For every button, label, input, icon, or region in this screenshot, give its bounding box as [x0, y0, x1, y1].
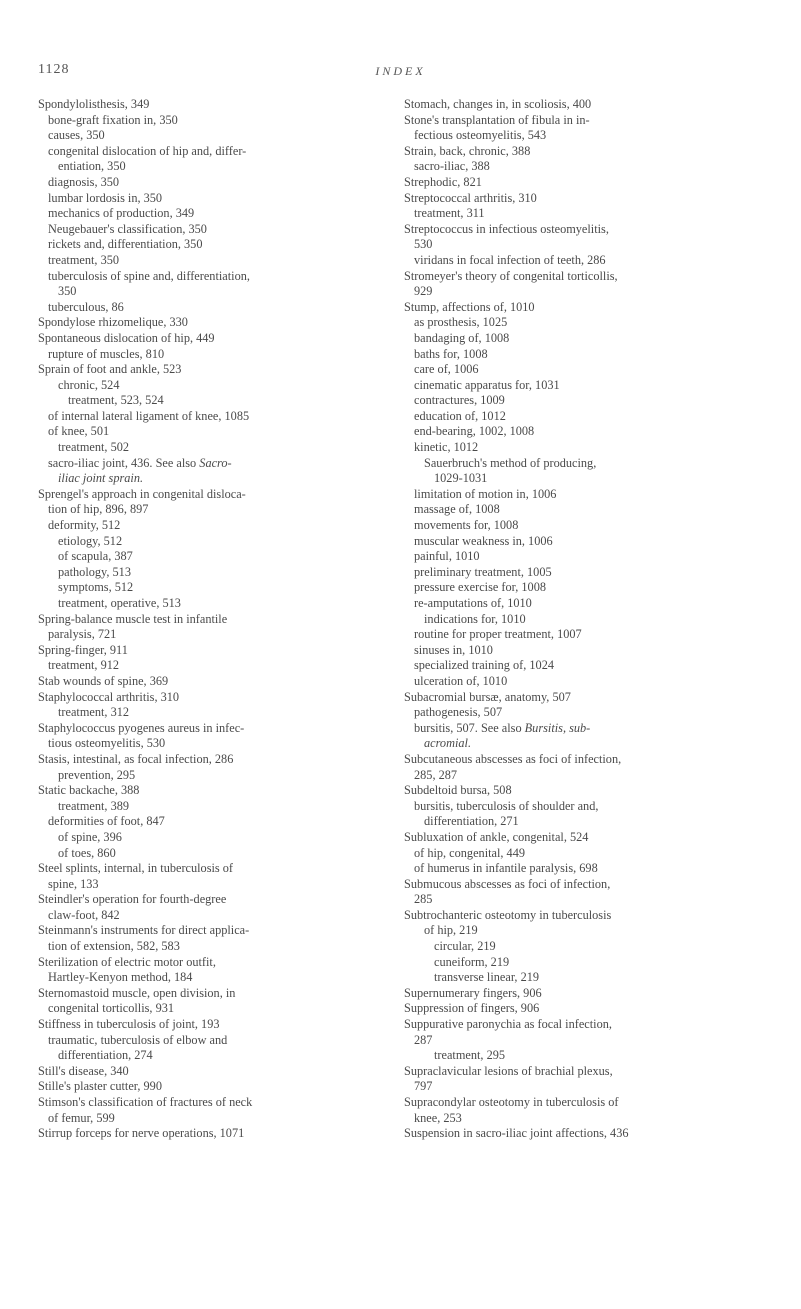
index-entry-text: Stab wounds of spine, 369: [38, 673, 169, 688]
index-entry-text: tious osteomyelitis, 530: [48, 736, 166, 751]
index-entry: [38, 191, 381, 207]
index-entry-text: causes, 350: [48, 128, 105, 143]
index-entry: [404, 1095, 756, 1111]
index-entry-text: 350: [58, 284, 77, 299]
index-entry: [38, 222, 381, 238]
index-entry-text: Static backache, 388: [38, 783, 140, 798]
index-entry: [404, 159, 756, 175]
index-entry-text: circular, 219: [434, 939, 496, 954]
index-entry: [38, 939, 381, 955]
index-entry-text: Suppurative paronychia as focal infection,: [404, 1017, 612, 1032]
index-entry: [404, 690, 756, 706]
index-entry-text: Stump, affections of, 1010: [404, 299, 535, 314]
index-entry: [38, 331, 381, 347]
index-entry: [404, 643, 756, 659]
index-entry-text: routine for proper treatment, 1007: [414, 627, 582, 642]
index-entry-text: treatment, 502: [58, 440, 130, 455]
index-entry-text: Streptococcal arthritis, 310: [404, 190, 537, 205]
index-entry: [404, 440, 756, 456]
index-entry-text: end-bearing, 1002, 1008: [414, 424, 535, 439]
index-entry: [38, 284, 381, 300]
index-entry: [404, 331, 756, 347]
index-entry: [38, 846, 381, 862]
index-entry-text: claw-foot, 842: [48, 907, 120, 922]
index-entry: [38, 752, 381, 768]
index-entry: [38, 518, 381, 534]
index-entry: [404, 783, 756, 799]
index-entry-text: differentiation, 271: [424, 814, 519, 829]
index-entry-text: diagnosis, 350: [48, 174, 120, 189]
index-entry: [404, 1064, 756, 1080]
index-entry-text: treatment, 523, 524: [68, 393, 164, 408]
index-entry-text: of hip, congenital, 449: [414, 845, 525, 860]
index-entry: [404, 1033, 756, 1049]
index-entry: [38, 596, 381, 612]
index-entry: [404, 253, 756, 269]
index-entry-text: movements for, 1008: [414, 518, 519, 533]
index-entry-text: Spring-finger, 911: [38, 642, 128, 657]
index-entry-text: Subtrochanteric osteotomy in tuberculosis: [404, 907, 612, 922]
index-entry: [38, 643, 381, 659]
index-entry-text: tion of extension, 582, 583: [48, 939, 180, 954]
index-entry: [404, 596, 756, 612]
index-entry-text: pathology, 513: [58, 564, 131, 579]
index-entry: [404, 892, 756, 908]
index-entry: [404, 955, 756, 971]
index-entry-text: Sauerbruch's method of producing,: [424, 455, 597, 470]
index-entry-text: baths for, 1008: [414, 346, 488, 361]
index-entry-text: Strain, back, chronic, 388: [404, 143, 531, 158]
index-entry: [38, 861, 381, 877]
index-entry-text: entiation, 350: [58, 159, 126, 174]
index-entry-text: Sternomastoid muscle, open division, in: [38, 985, 236, 1000]
index-entry: [404, 861, 756, 877]
index-entry: [38, 955, 381, 971]
index-entry-text: symptoms, 512: [58, 580, 134, 595]
index-entry-text: Sprengel's approach in congenital disloca-: [38, 486, 246, 501]
index-entry-text: pathogenesis, 507: [414, 705, 503, 720]
index-entry: [38, 549, 381, 565]
index-entry: [404, 799, 756, 815]
index-entry-text: treatment, operative, 513: [58, 596, 181, 610]
index-entry: [404, 565, 756, 581]
index-entry: [404, 347, 756, 363]
index-entry: [38, 705, 381, 721]
running-head: INDEX: [375, 64, 426, 78]
index-entry-text: spine, 133: [48, 876, 99, 891]
index-entry: [38, 565, 381, 581]
index-entry-text: sacro-iliac, 388: [414, 159, 490, 174]
index-entry: [38, 175, 381, 191]
index-entry: [38, 1095, 381, 1111]
index-entry-text: 285: [414, 892, 433, 907]
index-entry-text: Submucous abscesses as foci of infection,: [404, 876, 611, 891]
index-entry: [38, 315, 381, 331]
index-entry: [404, 502, 756, 518]
index-entry-text: of femur, 599: [48, 1110, 115, 1125]
index-entry: [404, 518, 756, 534]
index-entry-text: deformities of foot, 847: [48, 814, 165, 829]
index-entry: [38, 1111, 381, 1127]
index-entry-text: Steindler's operation for fourth-degree: [38, 892, 227, 907]
index-entry: [38, 206, 381, 222]
index-column-right: [404, 97, 756, 1142]
index-entry-text: Strephodic, 821: [404, 174, 482, 189]
index-entry: [38, 768, 381, 784]
index-entry-text: cinematic apparatus for, 1031: [414, 377, 560, 392]
index-entry-text: ulceration of, 1010: [414, 673, 508, 688]
index-entry-text: Spring-balance muscle test in infantile: [38, 611, 228, 626]
index-entry-text: rickets and, differentiation, 350: [48, 237, 203, 252]
index-entry: [404, 362, 756, 378]
index-entry-text: lumbar lordosis in, 350: [48, 190, 163, 205]
index-entry-text: fectious osteomyelitis, 543: [414, 128, 547, 143]
index-entry-text: care of, 1006: [414, 362, 479, 377]
index-entry-text: Sterilization of electric motor outfit,: [38, 954, 216, 969]
index-entry: [404, 378, 756, 394]
index-entry: [38, 923, 381, 939]
page-number: 1128: [38, 62, 70, 77]
index-entry: [38, 830, 381, 846]
index-entry-text: tuberculosis of spine and, differentiation,: [48, 268, 250, 283]
index-entry: [38, 1001, 381, 1017]
index-entry-text: bandaging of, 1008: [414, 330, 510, 345]
index-entry: [404, 206, 756, 222]
index-entry-text: congenital torticollis, 931: [48, 1001, 175, 1016]
index-entry-text: of toes, 860: [58, 845, 116, 860]
index-entry-text: deformity, 512: [48, 518, 121, 533]
index-entry-text: Stimson's classification of fractures of neck: [38, 1095, 253, 1109]
index-entry: [38, 440, 381, 456]
index-entry-text: 285, 287: [414, 767, 458, 782]
index-entry: [404, 877, 756, 893]
see-also-reference: Bursitis, sub-: [524, 720, 591, 735]
index-entry: [38, 908, 381, 924]
index-entry: [38, 627, 381, 643]
index-entry: [404, 627, 756, 643]
index-entry: [38, 1033, 381, 1049]
index-entry: [404, 612, 756, 628]
index-entry-text: prevention, 295: [58, 767, 136, 782]
index-entry: [38, 487, 381, 503]
index-entry-text: preliminary treatment, 1005: [414, 564, 552, 579]
index-entry-text: Subcutaneous abscesses as foci of infection,: [404, 751, 622, 766]
index-entry: [404, 424, 756, 440]
index-entry: [404, 456, 756, 472]
index-entry-text: of spine, 396: [58, 829, 122, 844]
index-entry: [404, 128, 756, 144]
index-entry-text: knee, 253: [414, 1110, 462, 1125]
index-entry: [404, 986, 756, 1002]
index-entry: [404, 923, 756, 939]
index-entry-text: tuberculous, 86: [48, 299, 124, 314]
index-entry: [404, 1111, 756, 1127]
index-entry-text: of scapula, 387: [58, 549, 133, 564]
index-entry: [404, 752, 756, 768]
index-entry: [404, 471, 756, 487]
index-entry: [404, 970, 756, 986]
index-entry: [38, 128, 381, 144]
index-entry: [404, 768, 756, 784]
index-entry-text: Stille's plaster cutter, 990: [38, 1079, 162, 1094]
index-entry: [404, 487, 756, 503]
index-entry-text: of humerus in infantile paralysis, 698: [414, 861, 598, 876]
index-entry: [38, 892, 381, 908]
index-entry-text: sacro-iliac joint, 436. See also: [48, 455, 197, 470]
index-entry: [38, 1126, 381, 1142]
index-entry: [38, 534, 381, 550]
index-entry-text: Subluxation of ankle, congenital, 524: [404, 829, 589, 844]
index-entry: [38, 144, 381, 160]
index-entry: [38, 253, 381, 269]
index-entry: [38, 378, 381, 394]
index-entry: [38, 674, 381, 690]
index-entry: [38, 409, 381, 425]
index-entry: [38, 1017, 381, 1033]
index-entry: [404, 549, 756, 565]
index-entry: [38, 97, 381, 113]
index-entry: [38, 580, 381, 596]
index-entry-text: specialized training of, 1024: [414, 658, 555, 673]
index-entry: [404, 144, 756, 160]
index-entry-text: 1029-1031: [434, 471, 488, 486]
index-entry-text: muscular weakness in, 1006: [414, 533, 553, 548]
index-entry-text: Staphylococcal arthritis, 310: [38, 689, 180, 704]
index-entry: [38, 237, 381, 253]
index-entry-text: 530: [414, 237, 433, 252]
index-entry-text: treatment, 350: [48, 252, 120, 267]
index-entry-text: Stromeyer's theory of congenital torticollis,: [404, 268, 618, 283]
index-entry-text: contractures, 1009: [414, 393, 505, 408]
index-entry: [404, 315, 756, 331]
index-entry: [404, 1048, 756, 1064]
index-entry-text: pressure exercise for, 1008: [414, 580, 546, 595]
index-entry: [38, 1079, 381, 1095]
index-entry-text: tion of hip, 896, 897: [48, 502, 149, 517]
index-entry: [404, 113, 756, 129]
index-entry-text: Supraclavicular lesions of brachial plexus,: [404, 1063, 613, 1078]
index-entry-text: Staphylococcus pyogenes aureus in infec-: [38, 720, 245, 735]
see-also-reference: acromial.: [424, 736, 472, 751]
index-entry: [404, 534, 756, 550]
index-entry: [38, 502, 381, 518]
index-entry-text: treatment, 389: [58, 798, 130, 813]
index-entry: [38, 783, 381, 799]
see-also-reference: Sacro-: [199, 455, 232, 470]
index-entry-text: 287: [414, 1032, 433, 1047]
index-entry: [404, 393, 756, 409]
index-entry-text: chronic, 524: [58, 377, 120, 392]
index-entry-text: Subdeltoid bursa, 508: [404, 783, 512, 798]
index-entry-text: Spondylolisthesis, 349: [38, 97, 150, 111]
index-entry-text: Stone's transplantation of fibula in in-: [404, 112, 590, 127]
index-entry: [38, 814, 381, 830]
index-entry: [404, 580, 756, 596]
index-entry: [404, 175, 756, 191]
index-entry: [404, 939, 756, 955]
index-entry-text: paralysis, 721: [48, 627, 117, 642]
index-entry-text: treatment, 312: [58, 705, 130, 720]
index-entry-text: mechanics of production, 349: [48, 206, 195, 221]
index-entry-text: of internal lateral ligament of knee, 1085: [48, 408, 250, 423]
index-entry-text: cuneiform, 219: [434, 954, 510, 969]
index-entry: [38, 1064, 381, 1080]
index-entry: [404, 222, 756, 238]
index-entry-text: bursitis, 507. See also: [414, 720, 522, 735]
index-entry: [38, 658, 381, 674]
index-entry-text: viridans in focal infection of teeth, 286: [414, 252, 606, 267]
index-entry-text: Supracondylar osteotomy in tuberculosis of: [404, 1095, 619, 1109]
index-entry: [404, 300, 756, 316]
index-entry-text: differentiation, 274: [58, 1048, 153, 1063]
index-entry: [404, 721, 756, 737]
index-entry-text: as prosthesis, 1025: [414, 315, 508, 330]
index-entry: [404, 1079, 756, 1095]
index-entry: [404, 191, 756, 207]
index-entry-text: treatment, 311: [414, 206, 485, 221]
index-entry-text: Spontaneous dislocation of hip, 449: [38, 330, 215, 345]
index-entry: [38, 612, 381, 628]
index-entry-text: Hartley-Kenyon method, 184: [48, 970, 193, 985]
index-entry-text: Subacromial bursæ, anatomy, 507: [404, 689, 571, 704]
index-entry-text: of hip, 219: [424, 923, 478, 938]
index-entry: [38, 690, 381, 706]
index-entry: [404, 1017, 756, 1033]
index-entry-text: Steinmann's instruments for direct applica-: [38, 923, 250, 938]
index-entry-text: rupture of muscles, 810: [48, 346, 165, 361]
index-entry: [38, 1048, 381, 1064]
index-entry: [38, 159, 381, 175]
index-entry: [404, 736, 756, 752]
index-entry-text: Neugebauer's classification, 350: [48, 221, 207, 236]
index-entry-text: traumatic, tuberculosis of elbow and: [48, 1032, 228, 1047]
index-entry: [404, 846, 756, 862]
index-entry-text: Stiffness in tuberculosis of joint, 193: [38, 1017, 220, 1032]
index-entry: [404, 284, 756, 300]
index-entry-text: Suppression of fingers, 906: [404, 1001, 540, 1016]
index-entry: [38, 393, 381, 409]
index-entry-text: of knee, 501: [48, 424, 110, 439]
index-entry: [404, 1001, 756, 1017]
index-entry: [38, 721, 381, 737]
index-entry-text: painful, 1010: [414, 549, 480, 564]
index-entry-text: Stomach, changes in, in scoliosis, 400: [404, 97, 592, 111]
index-entry: [38, 347, 381, 363]
index-entry-text: 797: [414, 1079, 433, 1094]
index-entry: [404, 269, 756, 285]
index-entry: [38, 736, 381, 752]
index-entry: [404, 908, 756, 924]
index-entry: [404, 814, 756, 830]
index-entry-text: limitation of motion in, 1006: [414, 486, 557, 501]
index-entry: [38, 799, 381, 815]
index-entry: [38, 456, 381, 472]
index-entry: [404, 409, 756, 425]
index-entry: [38, 877, 381, 893]
index-entry-text: treatment, 912: [48, 658, 120, 673]
index-entry-text: Still's disease, 340: [38, 1063, 129, 1078]
index-entry: [38, 424, 381, 440]
index-entry: [38, 269, 381, 285]
index-entry: [404, 830, 756, 846]
index-entry-text: education of, 1012: [414, 408, 506, 423]
index-entry-text: Supernumerary fingers, 906: [404, 985, 542, 1000]
index-entry-text: Suspension in sacro-iliac joint affections, 436: [404, 1126, 629, 1141]
index-entry: [38, 362, 381, 378]
index-entry-text: 929: [414, 284, 433, 299]
index-entry: [38, 970, 381, 986]
index-entry-text: indications for, 1010: [424, 611, 526, 626]
index-entry-text: Steel splints, internal, in tuberculosis of: [38, 861, 234, 876]
index-entry: [404, 237, 756, 253]
index-entry: [38, 113, 381, 129]
index-entry: [38, 471, 381, 487]
index-entry-text: bursitis, tuberculosis of shoulder and,: [414, 798, 599, 813]
index-entry: [404, 97, 756, 113]
index-entry-text: Sprain of foot and ankle, 523: [38, 362, 182, 377]
index-entry: [404, 705, 756, 721]
index-entry-text: Streptococcus in infectious osteomyelitis,: [404, 221, 609, 236]
index-column-left: [38, 97, 381, 1142]
index-entry-text: sinuses in, 1010: [414, 642, 493, 657]
index-entry-text: bone-graft fixation in, 350: [48, 112, 178, 127]
index-entry-text: Stasis, intestinal, as focal infection, 286: [38, 751, 234, 766]
index-entry-text: congenital dislocation of hip and, differ-: [48, 143, 247, 158]
index-entry-text: re-amputations of, 1010: [414, 596, 532, 610]
index-entry: [404, 658, 756, 674]
index-entry-text: Stirrup forceps for nerve operations, 1071: [38, 1126, 245, 1141]
index-entry-text: transverse linear, 219: [434, 970, 540, 985]
index-entry-text: etiology, 512: [58, 533, 123, 548]
see-also-reference: iliac joint sprain.: [58, 471, 144, 486]
index-entry-text: Spondylose rhizomelique, 330: [38, 315, 188, 330]
index-entry-text: treatment, 295: [434, 1048, 506, 1063]
index-entry: [404, 1126, 756, 1142]
index-entry: [38, 300, 381, 316]
index-entry: [404, 674, 756, 690]
index-entry-text: kinetic, 1012: [414, 440, 479, 455]
index-entry: [38, 986, 381, 1002]
index-entry-text: massage of, 1008: [414, 502, 500, 517]
